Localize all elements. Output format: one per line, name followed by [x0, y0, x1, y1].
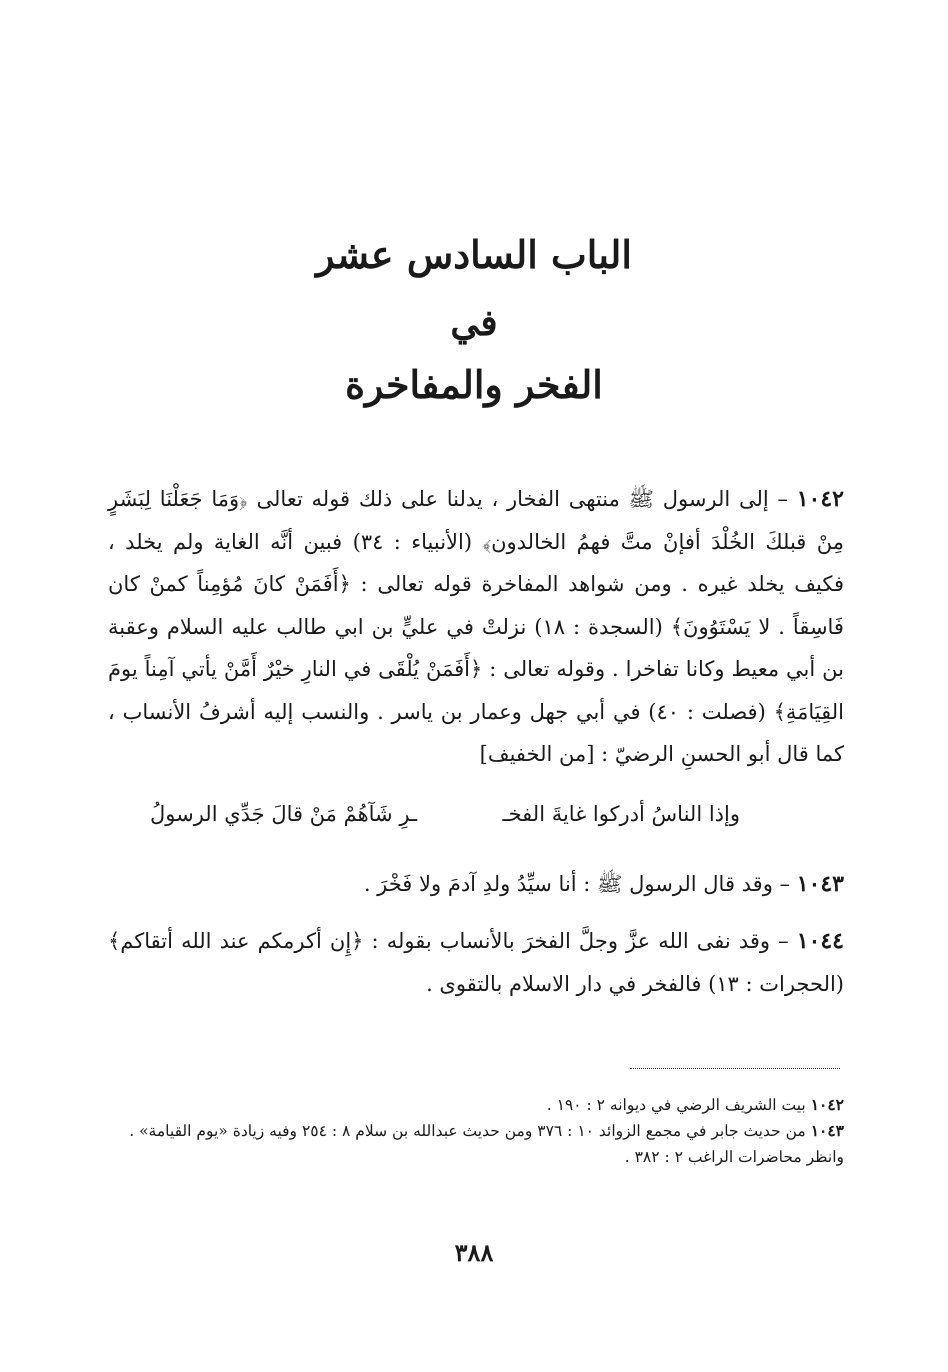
entry-text: – إلى الرسول ﷺ منتهى الفخار ، يدلنا على ذلك قوله تعالى ﴿وَمَا جَعَلْنَا لِبَشَرٍ مِنْ قبلكَ الخُلْدَ أفإنْ متَّ فهمُ الخالدون﴾ (الأنبياء : ٣٤) فبين أنَّه الغاية ولم يخلد ، فكيف يخلد غيره . ومن شواهد المفاخرة قوله تعالى : ﴿أَفَمَنْ كانَ مُؤمِناً كمنْ كان فَاسِقاً . لا يَسْتَوُونَ﴾ (السجدة : ١٨) نزلتْ في عليٍّ بن ابي طالب عليه السلام وعقبة بن أبي معيط وكانا تفاخرا . وقوله تعالى : ﴿أَفَمَنْ يُلْقَى في النارِ خيْرٌ أَمَّنْ يأتي آمِناً يومَ القِيَامَةِ﴾ (فصلت : ٤٠) في أبي جهل وعمار بن ياسر . والنسب إليه أشرفُ الأنساب ، كما قال أبو الحسنِ الرضيّ : [من الخفيف] [108, 487, 844, 766]
footnote-1042 [108, 1092, 844, 1118]
footnotes [108, 1092, 844, 1170]
chapter-title: الباب السادس عشر [316, 232, 632, 277]
entry-1043 [108, 863, 844, 906]
footnote-divider [630, 1068, 840, 1069]
entry-1042 [108, 478, 844, 776]
verse-first-hemistich: وإذا الناسُ أدركوا غايةَ الفخـ [502, 802, 740, 826]
page-number: ٣٨٨ [454, 1238, 494, 1267]
chapter-subject: الفخر والمفاخرة [345, 362, 603, 407]
footnote-number: ١٠٤٢ [810, 1095, 844, 1114]
footnote-text: بيت الشريف الرضي في ديوانه ٢ : ١٩٠ . [546, 1096, 806, 1114]
poetry-verse [150, 802, 740, 826]
verse-second-hemistich: ـرِ شَآهُمْ مَنْ قالَ جَدِّي الرسولُ [150, 802, 418, 826]
footnote-1043 [108, 1118, 844, 1170]
entry-number: ١٠٤٤ [796, 928, 844, 954]
entry-number: ١٠٤٢ [796, 486, 844, 512]
entry-text: – وقد قال الرسول ﷺ : أنا سيِّدُ ولدِ آدمَ ولا فَخْرَ . [363, 872, 791, 896]
chapter-preposition: في [450, 302, 498, 344]
footnote-text: من حديث جابر في مجمع الزوائد ١٠ : ٣٧٦ ومن حديث عبدالله بن سلام ٨ : ٢٥٤ وفيه زيادة «يوم القيامة» . وانظر محاضرات الراغب ٢ : ٣٨٢ . [129, 1122, 844, 1166]
footnote-number: ١٠٤٣ [810, 1121, 844, 1140]
entry-1044 [108, 920, 844, 1005]
entry-text: – وقد نفى الله عزَّ وجلَّ الفخرَ بالأنساب بقوله : ﴿إِن أكرمكم عند الله أتقاكم﴾ (الحجرات : ١٣) فالفخر في دار الاسلام بالتقوى . [108, 929, 844, 996]
entry-number: ١٠٤٣ [796, 871, 844, 897]
